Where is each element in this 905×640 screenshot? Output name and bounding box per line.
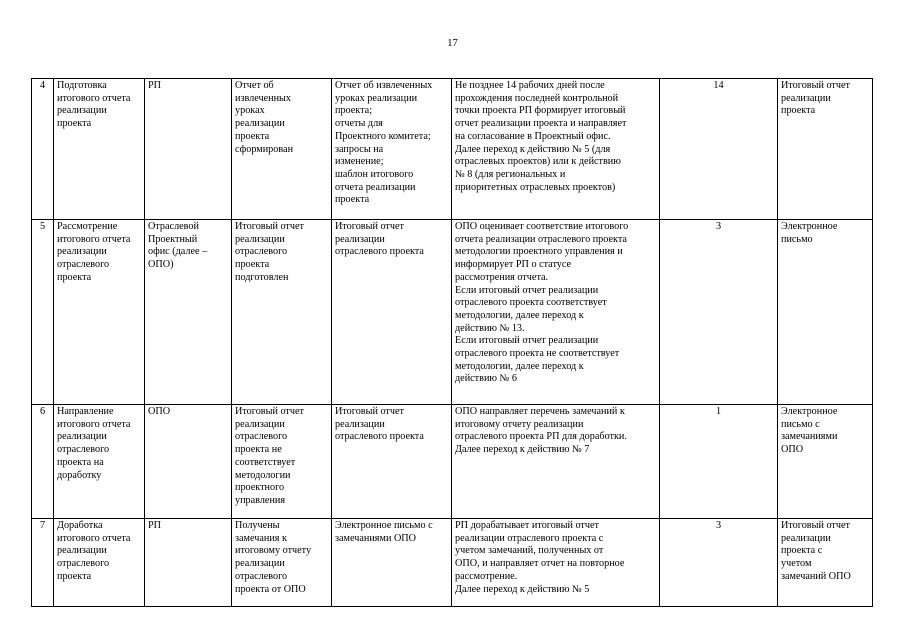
description-cell: РП дорабатывает итоговый отчет реализации отраслевого проекта с учетом замечаний, полученных от ОПО, и направляет отчет на повторное рассмотрение. Далее переход к действию № 5 bbox=[452, 519, 660, 607]
action-cell: Доработка итогового отчета реализации отраслевого проекта bbox=[54, 519, 145, 607]
table-row bbox=[32, 220, 873, 405]
result-cell: Получены замечания к итоговому отчету реализации отраслевого проекта от ОПО bbox=[232, 519, 332, 607]
output-cell: Итоговый отчет реализации проекта с учетом замечаний ОПО bbox=[778, 519, 873, 607]
description-cell: Не позднее 14 рабочих дней после прохождения последней контрольной точки проекта РП формирует итоговый отчет реализации проекта и направляет на согласование в Проектный офис. Далее переход к действию № 5 (для отраслевых проектов) или к действию № 8 (для региональных и приоритетных отраслевых проектов) bbox=[452, 79, 660, 220]
inputs-cell: Итоговый отчет реализации отраслевого проекта bbox=[332, 220, 452, 405]
result-cell: Итоговый отчет реализации отраслевого проекта не соответствует методологии проектного управления bbox=[232, 405, 332, 519]
table-row bbox=[32, 519, 873, 607]
page-number: 17 bbox=[447, 38, 458, 49]
table-row bbox=[32, 405, 873, 519]
output-cell: Электронное письмо с замечаниями ОПО bbox=[778, 405, 873, 519]
duration-cell: 1 bbox=[660, 405, 778, 519]
description-cell: ОПО направляет перечень замечаний к итоговому отчету реализации отраслевого проекта РП для доработки. Далее переход к действию № 7 bbox=[452, 405, 660, 519]
action-cell: Подготовка итогового отчета реализации проекта bbox=[54, 79, 145, 220]
result-cell: Итоговый отчет реализации отраслевого проекта подготовлен bbox=[232, 220, 332, 405]
description-cell: ОПО оценивает соответствие итогового отчета реализации отраслевого проекта методологии проектного управления и информирует РП о статусе рассмотрения отчета. Если итоговый отчет реализации отраслевого проекта соответствует методологии, далее переход к действию № 13. Если итоговый отчет реализации отраслевого проекта не соответствует методологии, далее переход к действию № 6 bbox=[452, 220, 660, 405]
inputs-cell: Электронное письмо с замечаниями ОПО bbox=[332, 519, 452, 607]
table-row bbox=[32, 79, 873, 220]
duration-cell: 14 bbox=[660, 79, 778, 220]
result-cell: Отчет об извлеченных уроках реализации проекта сформирован bbox=[232, 79, 332, 220]
output-cell: Итоговый отчет реализации проекта bbox=[778, 79, 873, 220]
step-number-cell: 6 bbox=[32, 405, 54, 519]
action-cell: Рассмотрение итогового отчета реализации отраслевого проекта bbox=[54, 220, 145, 405]
step-number-cell: 7 bbox=[32, 519, 54, 607]
responsible-cell: РП bbox=[145, 79, 232, 220]
responsible-cell: Отраслевой Проектный офис (далее – ОПО) bbox=[145, 220, 232, 405]
step-number-cell: 5 bbox=[32, 220, 54, 405]
duration-cell: 3 bbox=[660, 519, 778, 607]
process-table bbox=[31, 78, 873, 607]
output-cell: Электронное письмо bbox=[778, 220, 873, 405]
step-number-cell: 4 bbox=[32, 79, 54, 220]
action-cell: Направление итогового отчета реализации отраслевого проекта на доработку bbox=[54, 405, 145, 519]
responsible-cell: ОПО bbox=[145, 405, 232, 519]
responsible-cell: РП bbox=[145, 519, 232, 607]
inputs-cell: Отчет об извлеченных уроках реализации проекта; отчеты для Проектного комитета; запросы на изменение; шаблон итогового отчета реализации проекта bbox=[332, 79, 452, 220]
inputs-cell: Итоговый отчет реализации отраслевого проекта bbox=[332, 405, 452, 519]
duration-cell: 3 bbox=[660, 220, 778, 405]
